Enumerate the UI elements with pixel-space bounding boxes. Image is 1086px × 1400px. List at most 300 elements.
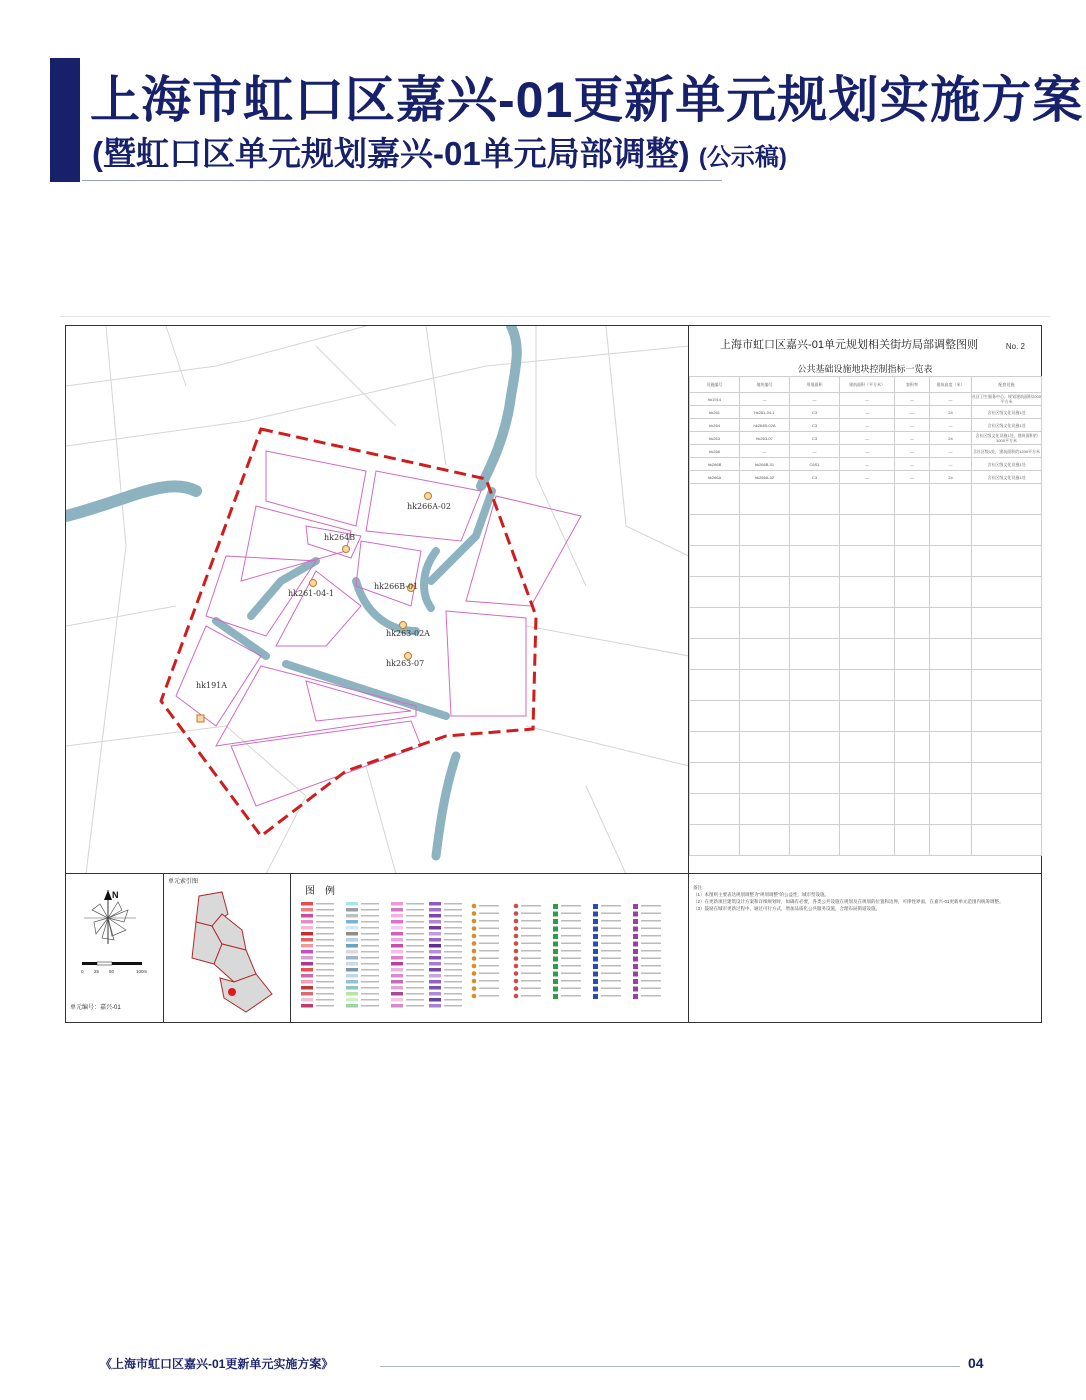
legend-swatch-text	[406, 915, 424, 917]
table-empty-cell	[840, 732, 895, 763]
legend-swatch	[429, 1004, 441, 1008]
legend-swatch	[391, 998, 403, 1002]
table-empty-cell	[930, 763, 972, 794]
table-row	[690, 406, 1042, 419]
legend-facility-icon	[593, 987, 598, 992]
table-empty-cell	[840, 484, 895, 515]
legend-facility-text	[601, 980, 621, 982]
legend-facility-icon	[472, 986, 477, 991]
table-cell: —	[840, 445, 895, 458]
table-empty-cell	[690, 546, 740, 577]
legend-swatch	[429, 914, 441, 918]
table-empty-cell	[930, 484, 972, 515]
legend-facility-text	[601, 928, 621, 930]
unit-code: 单元编号：嘉兴-01	[70, 1005, 121, 1011]
legend-facility-text	[601, 950, 621, 952]
legend-facility-text	[641, 973, 661, 975]
legend-facility-icon	[553, 957, 558, 962]
table-empty-cell	[930, 670, 972, 701]
table-empty-cell	[790, 484, 840, 515]
legend-swatch	[429, 968, 441, 972]
table-cell: hk1914	[690, 393, 740, 406]
table-cell: hk264B-02A	[740, 419, 790, 432]
legend-swatch	[391, 902, 403, 906]
table-empty-cell	[790, 732, 840, 763]
table-empty-row	[690, 670, 1042, 701]
legend-swatch	[346, 986, 358, 990]
table-empty-row	[690, 825, 1042, 856]
table-empty-cell	[930, 577, 972, 608]
legend-swatch	[301, 962, 313, 966]
legend-facility-icon	[472, 926, 477, 931]
table-cell: —	[740, 445, 790, 458]
legend-swatch	[346, 944, 358, 948]
legend-facility-text	[521, 913, 541, 915]
table-empty-cell	[740, 732, 790, 763]
table-cell: C3	[790, 419, 840, 432]
table-subtitle: 公共基础设施地块控制指标一览表	[797, 364, 933, 374]
legend-facility-icon	[472, 994, 477, 999]
legend-swatch-text	[316, 939, 334, 941]
legend-swatch-text	[444, 987, 462, 989]
map-label-parcel-6: hk263-07	[386, 659, 425, 668]
legend-swatch-text	[316, 963, 334, 965]
legend-swatch	[429, 992, 441, 996]
table-empty-cell	[930, 639, 972, 670]
legend-facility-text	[601, 935, 621, 937]
table-empty-cell	[840, 546, 895, 577]
legend-facility-icon	[593, 994, 598, 999]
legend-swatch-text	[316, 927, 334, 929]
legend-facility-text	[561, 950, 581, 952]
facility-marker-hk263-02a	[400, 622, 407, 629]
sheet-number: No. 2	[1005, 342, 1025, 351]
legend-swatch-text	[316, 957, 334, 959]
scale-label-25: 25	[94, 969, 100, 974]
legend-swatch-text	[444, 927, 462, 929]
legend-facility-icon	[514, 994, 519, 999]
legend-swatch-text	[444, 915, 462, 917]
table-header-cell: 建筑高度（米）	[930, 377, 972, 393]
indicator-table	[689, 376, 1042, 856]
legend-swatch-text	[406, 969, 424, 971]
table-cell: —	[840, 419, 895, 432]
legend-swatch-text	[444, 951, 462, 953]
legend-facility-icon	[472, 964, 477, 969]
legend-facility-icon	[553, 994, 558, 999]
legend-swatch-text	[406, 933, 424, 935]
table-empty-cell	[740, 639, 790, 670]
table-empty-cell	[895, 515, 930, 546]
table-row	[690, 445, 1042, 458]
legend-facility-text	[521, 905, 541, 907]
table-empty-cell	[840, 639, 895, 670]
legend-facility-icon	[593, 964, 598, 969]
table-empty-cell	[690, 825, 740, 856]
legend-facility-icon	[514, 971, 519, 976]
table-cell: 含社区级文化设施1处	[972, 406, 1042, 419]
table-empty-cell	[790, 701, 840, 732]
legend-swatch-text	[361, 939, 379, 941]
note-line: （2）在更新项目建筑设计方案和详细规划时，如确有必要，各类公共设施在规划及在规划的位置和边界，可律性界面，在嘉兴-01更新单元范围内统筹调整。	[693, 899, 1004, 904]
legend-swatch-text	[444, 963, 462, 965]
legend-swatch-text	[361, 975, 379, 977]
legend-swatch	[301, 926, 313, 930]
legend-swatch-text	[361, 981, 379, 983]
table-empty-cell	[930, 732, 972, 763]
legend-facility-icon	[514, 941, 519, 946]
legend-facility-icon	[472, 941, 477, 946]
legend-facility-icon	[514, 986, 519, 991]
legend-swatch	[429, 956, 441, 960]
legend-facility-icon	[633, 979, 638, 984]
table-cell: 含社区级文化设施1处	[972, 458, 1042, 471]
legend-facility-text	[479, 913, 499, 915]
table-empty-cell	[895, 794, 930, 825]
table-header-cell: 建筑面积（平方米）	[840, 377, 895, 393]
legend-facility-icon	[593, 912, 598, 917]
map-label-parcel-2: hk264B	[324, 533, 356, 542]
legend-facility-icon	[593, 979, 598, 984]
table-empty-cell	[840, 577, 895, 608]
table-empty-cell	[740, 794, 790, 825]
table-empty-cell	[840, 515, 895, 546]
legend-swatches	[291, 874, 689, 1022]
table-empty-row	[690, 763, 1042, 794]
legend-swatch	[391, 962, 403, 966]
legend-facility-icon	[553, 942, 558, 947]
legend-facility-icon	[633, 964, 638, 969]
legend-swatch-text	[316, 951, 334, 953]
legend-facility-icon	[593, 942, 598, 947]
table-empty-cell	[690, 484, 740, 515]
unit-index-map	[164, 874, 291, 1022]
table-cell: —	[790, 393, 840, 406]
legend-swatch	[429, 986, 441, 990]
subtitle-text: (暨虹口区单元规划嘉兴-01单元局部调整)	[92, 135, 690, 172]
table-empty-cell	[790, 794, 840, 825]
legend-facility-text	[479, 905, 499, 907]
legend-facility-text	[641, 913, 661, 915]
legend-swatch-text	[406, 957, 424, 959]
legend-swatch	[346, 938, 358, 942]
table-empty-cell	[895, 825, 930, 856]
legend-facility-text	[561, 980, 581, 982]
legend-facility-icon	[514, 956, 519, 961]
table-row	[690, 432, 1042, 445]
legend-facility-text	[601, 913, 621, 915]
table-cell: hk266A-02	[740, 471, 790, 484]
legend-facility-text	[479, 980, 499, 982]
legend-swatch-text	[444, 993, 462, 995]
legend-swatch	[429, 962, 441, 966]
legend-facility-text	[479, 943, 499, 945]
legend-facility-text	[601, 995, 621, 997]
legend-swatch-text	[406, 909, 424, 911]
table-empty-cell	[690, 515, 740, 546]
legend-swatch-text	[316, 921, 334, 923]
legend-swatch-text	[316, 999, 334, 1001]
note-line: （1）本图则主要表达规划调整为“规划调整”的公益性、城市型设施。	[693, 892, 829, 897]
table-empty-row	[690, 794, 1042, 825]
note-line: 备注：	[693, 885, 707, 890]
regulatory-map	[66, 326, 689, 874]
table-empty-cell	[895, 732, 930, 763]
legend-facility-icon	[553, 987, 558, 992]
legend-facility-text	[641, 920, 661, 922]
footer-doc-title: 《上海市虹口区嘉兴-01更新单元实施方案》	[100, 1357, 334, 1371]
table-empty-cell	[740, 577, 790, 608]
legend-swatch	[346, 956, 358, 960]
table-cell: —	[840, 432, 895, 445]
legend-facility-icon	[553, 964, 558, 969]
legend-swatch	[391, 956, 403, 960]
table-cell: —	[895, 432, 930, 445]
legend-facility-text	[479, 995, 499, 997]
legend-facility-text	[561, 995, 581, 997]
table-cell: hk263-07	[740, 432, 790, 445]
table-empty-cell	[740, 670, 790, 701]
table-empty-cell	[840, 763, 895, 794]
legend-facility-text	[601, 958, 621, 960]
table-empty-cell	[895, 608, 930, 639]
map-label-parcel-5: hk263-02A	[386, 629, 430, 638]
table-empty-cell	[740, 608, 790, 639]
legend-facility-text	[479, 973, 499, 975]
legend-swatch-text	[444, 903, 462, 905]
legend-swatch-text	[316, 981, 334, 983]
legend-swatch-text	[406, 975, 424, 977]
table-empty-row	[690, 515, 1042, 546]
table-empty-cell	[690, 639, 740, 670]
table-empty-row	[690, 639, 1042, 670]
legend-swatch-text	[444, 909, 462, 911]
map-label-parcel-7: hk191A	[196, 681, 228, 690]
legend-facility-text	[521, 995, 541, 997]
table-empty-cell	[690, 608, 740, 639]
footer-divider	[380, 1366, 960, 1367]
table-empty-cell	[972, 732, 1042, 763]
legend-swatch-text	[444, 945, 462, 947]
legend-swatch-text	[444, 981, 462, 983]
legend-swatch	[346, 920, 358, 924]
legend-facility-icon	[553, 904, 558, 909]
legend-swatch-text	[316, 945, 334, 947]
legend-swatch	[301, 908, 313, 912]
table-cell: 含社区级文化设施1处	[972, 419, 1042, 432]
legend-swatch	[391, 908, 403, 912]
legend-swatch	[391, 926, 403, 930]
table-empty-cell	[895, 763, 930, 794]
legend-swatch	[346, 902, 358, 906]
table-empty-cell	[972, 763, 1042, 794]
legend-swatch	[301, 902, 313, 906]
table-cell: hk261	[690, 406, 740, 419]
table-cell: hk266B-01	[740, 458, 790, 471]
table-empty-cell	[790, 608, 840, 639]
legend-facility-icon	[472, 956, 477, 961]
legend-facility-text	[521, 935, 541, 937]
legend-swatch-text	[361, 903, 379, 905]
legend-swatch-text	[406, 981, 424, 983]
legend-facility-icon	[593, 919, 598, 924]
legend-swatch-text	[316, 993, 334, 995]
table-empty-cell	[972, 546, 1042, 577]
table-empty-cell	[690, 794, 740, 825]
legend-facility-icon	[553, 972, 558, 977]
scale-label-100m: 100m	[136, 969, 148, 974]
legend-facility-text	[601, 973, 621, 975]
table-cell: hk266B	[690, 458, 740, 471]
legend-facility-text	[479, 988, 499, 990]
table-empty-cell	[840, 670, 895, 701]
legend-swatch	[346, 1004, 358, 1008]
legend-facility-text	[521, 973, 541, 975]
legend-facility-text	[641, 935, 661, 937]
legend-facility-text	[641, 958, 661, 960]
table-empty-cell	[972, 577, 1042, 608]
map-label-parcel-4: hk261-04-1	[288, 589, 334, 598]
legend-facility-icon	[514, 919, 519, 924]
legend-facility-text	[561, 958, 581, 960]
table-row	[690, 419, 1042, 432]
table-empty-cell	[690, 732, 740, 763]
legend-facility-icon	[514, 911, 519, 916]
table-cell: 含社区级文化设施1处	[972, 471, 1042, 484]
legend-swatch	[346, 926, 358, 930]
legend-facility-icon	[553, 949, 558, 954]
legend-facility-icon	[633, 927, 638, 932]
legend-facility-icon	[633, 942, 638, 947]
legend-swatch	[346, 968, 358, 972]
table-empty-cell	[930, 546, 972, 577]
legend-facility-icon	[472, 979, 477, 984]
legend-swatch-text	[316, 915, 334, 917]
legend-facility-text	[521, 928, 541, 930]
table-cell: —	[930, 393, 972, 406]
legend-facility-text	[521, 980, 541, 982]
legend-swatch-text	[406, 963, 424, 965]
table-cell: hk266	[690, 445, 740, 458]
legend-facility-text	[479, 928, 499, 930]
legend-facility-icon	[514, 979, 519, 984]
legend-facility-text	[561, 973, 581, 975]
legend-swatch	[391, 944, 403, 948]
legend-swatch	[391, 968, 403, 972]
legend-facility-icon	[472, 934, 477, 939]
table-empty-cell	[740, 825, 790, 856]
legend-swatch	[429, 902, 441, 906]
table-empty-cell	[972, 515, 1042, 546]
legend-swatch	[301, 956, 313, 960]
legend-swatch	[346, 974, 358, 978]
legend-facility-text	[521, 950, 541, 952]
table-empty-cell	[972, 639, 1042, 670]
table-empty-cell	[690, 763, 740, 794]
legend-facility-icon	[593, 949, 598, 954]
legend-facility-text	[641, 928, 661, 930]
legend-facility-icon	[633, 957, 638, 962]
legend-facility-icon	[553, 927, 558, 932]
map-svg	[66, 326, 689, 874]
indicator-table-panel	[689, 326, 1041, 874]
table-empty-row	[690, 608, 1042, 639]
table-empty-cell	[895, 670, 930, 701]
legend-facility-text	[561, 943, 581, 945]
table-cell: 含社区级1处，建筑面积约1200平方米	[972, 445, 1042, 458]
legend-facility-text	[479, 965, 499, 967]
legend-facility-text	[479, 920, 499, 922]
table-empty-cell	[895, 546, 930, 577]
legend-facility-text	[641, 988, 661, 990]
scale-label-0: 0	[81, 969, 84, 974]
title-accent-bar	[50, 58, 80, 182]
legend-swatch	[346, 998, 358, 1002]
table-cell: hk264	[690, 419, 740, 432]
legend-facility-icon	[514, 964, 519, 969]
table-cell: —	[895, 406, 930, 419]
legend-facility-icon	[553, 912, 558, 917]
legend-swatch-text	[406, 987, 424, 989]
legend-facility-icon	[514, 934, 519, 939]
index-title: 单元索引图	[168, 879, 199, 885]
table-cell: 24	[930, 432, 972, 445]
legend-facility-icon	[472, 919, 477, 924]
map-label-parcel-1: hk266A-02	[407, 502, 451, 511]
legend-swatch	[301, 1004, 313, 1008]
legend-facility-icon	[553, 919, 558, 924]
table-title: 上海市虹口区嘉兴-01单元规划相关街坊局部调整图则	[720, 339, 978, 351]
legend-facility-text	[561, 905, 581, 907]
legend-facility-text	[561, 913, 581, 915]
table-cell: —	[740, 393, 790, 406]
legend-facility-icon	[633, 919, 638, 924]
legend-swatch	[429, 908, 441, 912]
legend-facility-text	[561, 935, 581, 937]
legend-swatch-text	[361, 927, 379, 929]
table-cell: —	[840, 406, 895, 419]
sheet-divider	[60, 316, 1050, 317]
legend-facility-text	[561, 965, 581, 967]
table-cell: hk263	[690, 432, 740, 445]
table-empty-cell	[895, 577, 930, 608]
table-cell: 24	[930, 471, 972, 484]
legend-swatch	[301, 974, 313, 978]
legend-swatch	[391, 1004, 403, 1008]
legend-swatch	[391, 920, 403, 924]
legend-swatch-text	[444, 957, 462, 959]
legend-swatch	[391, 932, 403, 936]
table-empty-cell	[790, 515, 840, 546]
legend-facility-icon	[633, 994, 638, 999]
table-cell: —	[840, 393, 895, 406]
legend-swatch	[429, 998, 441, 1002]
table-empty-cell	[790, 639, 840, 670]
legend-swatch	[346, 980, 358, 984]
legend-facility-icon	[472, 904, 477, 909]
legend-swatch	[346, 914, 358, 918]
legend-facility-text	[561, 928, 581, 930]
legend-swatch-text	[406, 999, 424, 1001]
legend-swatch-text	[316, 1005, 334, 1007]
legend-facility-text	[521, 943, 541, 945]
table-cell: —	[930, 419, 972, 432]
legend-swatch-text	[361, 969, 379, 971]
legend-facility-icon	[472, 911, 477, 916]
legend-swatch-text	[316, 987, 334, 989]
legend-facility-icon	[633, 987, 638, 992]
legend-swatch-text	[444, 939, 462, 941]
